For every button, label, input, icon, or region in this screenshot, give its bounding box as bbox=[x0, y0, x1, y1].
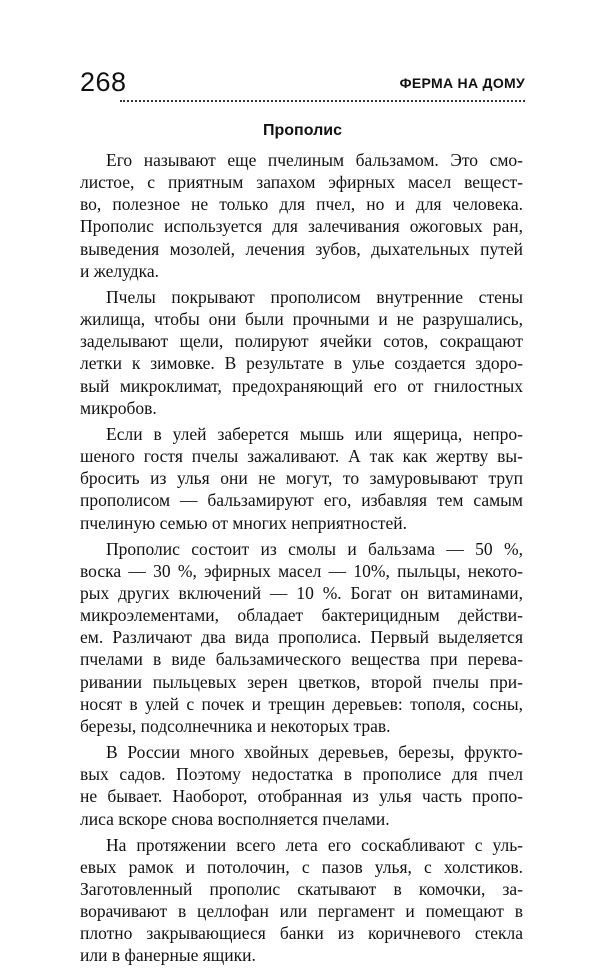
text-line: вый микроклимат, предохраняющий его от гнилостных bbox=[80, 375, 523, 396]
paragraph bbox=[80, 834, 523, 967]
text-line: или в фанерные ящики. bbox=[80, 945, 256, 966]
text-line: евых рамок и потолочин, с пазов улья, с холстиков. bbox=[80, 856, 523, 877]
text-line: ем. Различают два вида прополиса. Первый выделяется bbox=[80, 627, 523, 648]
text-line: лиса вскоре снова восполняется пчелами. bbox=[80, 808, 390, 829]
text-line: прополисом — бальзамируют его, избавляя тем самым bbox=[80, 490, 523, 511]
text-line: Заготовленный прополис скатывают в комочки, за- bbox=[80, 879, 523, 899]
text-line: березы, подсолнечника и некоторых трав. bbox=[80, 715, 391, 736]
text-line: микробов. bbox=[80, 397, 157, 418]
paragraph bbox=[80, 149, 523, 282]
paragraph bbox=[80, 423, 523, 534]
text-line: рых других включений — 10 %. Богат он витаминами, bbox=[80, 582, 523, 603]
text-line: В России много хвойных деревьев, березы, фрукто- bbox=[106, 742, 523, 763]
text-line: и желудка. bbox=[80, 260, 160, 281]
body-text bbox=[80, 149, 523, 971]
running-title: ФЕРМА НА ДОМУ bbox=[399, 75, 525, 91]
text-line: не бывает. Наоборот, отобранная из улья часть пропо- bbox=[80, 786, 523, 807]
section-title: Прополис bbox=[263, 122, 342, 139]
text-line: пчелиную семью от многих неприятностей. bbox=[80, 512, 408, 533]
text-line: вых садов. Поэтому недостатка в прополисе для пчел bbox=[80, 764, 523, 785]
text-line: во, полезное не только для пчел, но и для человека. bbox=[80, 194, 523, 215]
text-line: На протяжении всего лета его соскабливают с уль- bbox=[106, 834, 523, 855]
text-line: микроэлементами, обладает бактерицидным действи- bbox=[80, 605, 523, 626]
text-line: пчелами в виде бальзамического вещества при перева- bbox=[80, 649, 523, 670]
paragraph bbox=[80, 538, 523, 737]
text-line: выведения мозолей, лечения зубов, дыхательных путей bbox=[80, 238, 523, 259]
text-line: Прополис состоит из смолы и бальзама — 50 %, bbox=[106, 538, 523, 559]
text-line: воска — 30 %, эфирных масел — 10%, пыльцы, некото- bbox=[80, 560, 523, 581]
paragraph bbox=[80, 741, 523, 830]
text-line: Пчелы покрывают прополисом внутренние стены bbox=[106, 286, 523, 307]
page-number: 268 bbox=[80, 67, 127, 97]
text-line: ривании пыльцевых зерен цветков, второй пчелы при- bbox=[80, 671, 523, 692]
page-header bbox=[80, 66, 525, 106]
text-line: носят в улей с почек и трещин деревьев: тополя, сосны, bbox=[80, 693, 523, 714]
text-line: ворачивают в целлофан или пергамент и помещают в bbox=[80, 901, 523, 922]
text-line: бросить из улья они не могут, то замуровывают труп bbox=[80, 468, 523, 489]
text-line: Если в улей заберется мышь или ящерица, непро- bbox=[106, 423, 523, 444]
paragraph bbox=[80, 286, 523, 419]
header-rule bbox=[120, 100, 525, 102]
text-line: плотно закрывающиеся банки из коричневого стекла bbox=[80, 923, 523, 944]
text-line: листое, с приятным запахом эфирных масел вещест- bbox=[80, 172, 523, 193]
text-line: заделывают щели, полируют ячейки сотов, сокращают bbox=[80, 331, 523, 352]
text-line: Его называют еще пчелиным бальзамом. Это смо- bbox=[106, 150, 523, 170]
text-line: жилища, чтобы они были прочными и не разрушались, bbox=[80, 309, 523, 330]
text-line: Прополис используется для залечивания ожоговых ран, bbox=[80, 216, 523, 237]
text-line: шеного гостя пчелы зажаливают. А так как жертву вы- bbox=[80, 446, 523, 467]
text-line: летки к зимовке. В результате в улье создается здоро- bbox=[80, 353, 523, 374]
